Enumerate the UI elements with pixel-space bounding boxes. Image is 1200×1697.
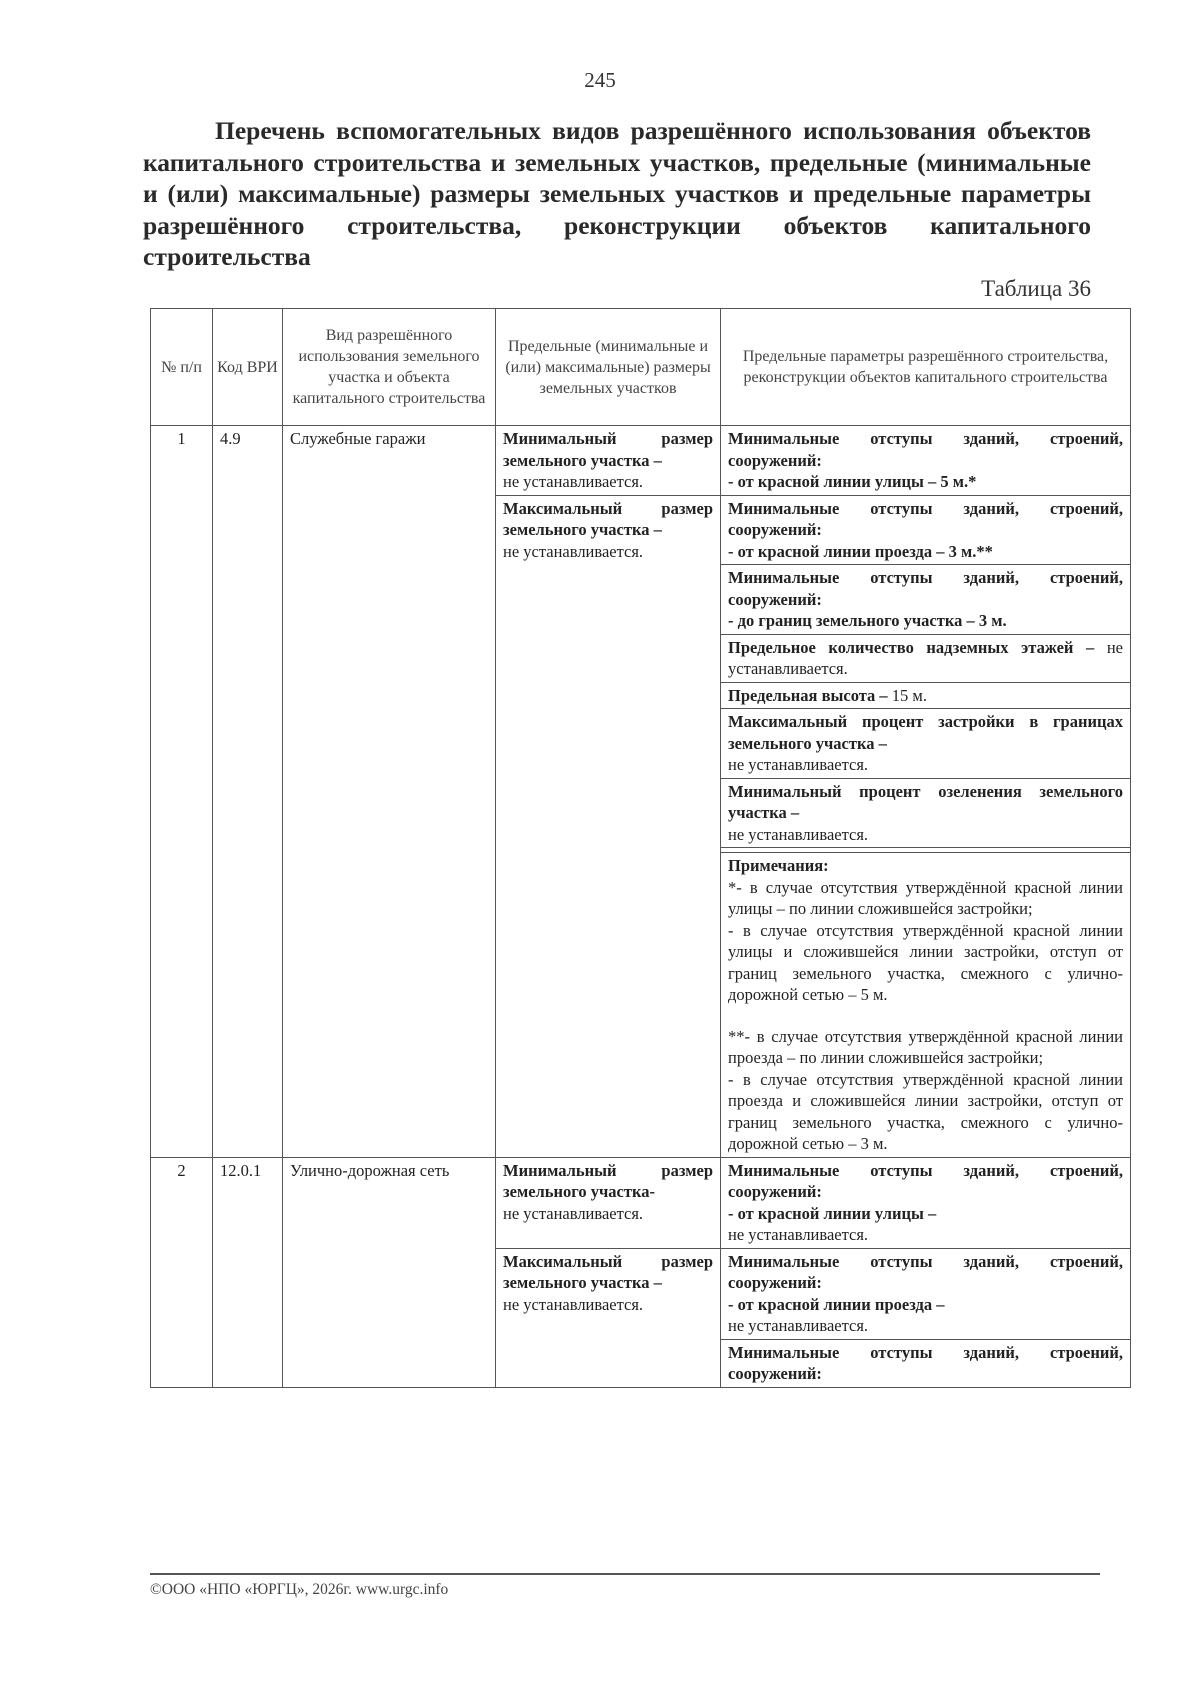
row1-param-2-value: - от красной линии проезда – 3 м.** — [728, 541, 993, 561]
table-caption: Таблица 36 — [981, 276, 1091, 301]
row1-param-3-value: - до границ земельного участка – 3 м. — [728, 611, 1007, 630]
row2-param-1-value2: не устанавливается. — [728, 1225, 869, 1244]
row2-code: 12.0.1 — [213, 1157, 283, 1387]
document-title: Перечень вспомогательных видов разрешённого использования объектов капитального строительства и земельных участков, предельные (минимальные и (или) максимальные) размеры земельных участков и предельные параметры разрешённого строительства, реконструкции объектов капитального строительства — [143, 116, 1091, 271]
row2-max-size — [496, 1248, 721, 1387]
row2-max-size-value: не устанавливается. — [503, 1294, 644, 1314]
header-type: Вид разрешённого использования земельного участка и объекта капитального строительства — [283, 309, 496, 426]
row2-param-1-label: Минимальные отступы зданий, строений, сооружений: — [728, 1160, 1123, 1201]
footer-divider — [150, 1573, 1100, 1575]
row1-param-6-value: не устанавливается. — [728, 755, 869, 774]
row1-param-6-label: Максимальный процент застройки в границах земельного участка – — [728, 712, 1123, 753]
row1-note-4: - в случае отсутствия утверждённой красной линии проезда и сложившейся линии застройки, отступ от границ земельного участка, смежного с улично-дорожной сетью – 3 м. — [728, 1069, 1123, 1153]
row1-note-3: **- в случае отсутствия утверждённой красной линии проезда – по линии сложившейся застройки; — [728, 1026, 1123, 1067]
row1-note-2: - в случае отсутствия утверждённой красной линии улицы и сложившейся линии застройки, отступ от границ земельного участка, смежного с улично-дорожной сетью – 5 м. — [728, 920, 1123, 1004]
row1-max-size-label: Максимальный размер земельного участка – — [503, 498, 713, 539]
row2-param-3-label: Минимальные отступы зданий, строений, сооружений: — [728, 1342, 1123, 1383]
row2-type: Улично-дорожная сеть — [283, 1157, 496, 1387]
row1-notes-title: Примечания: — [728, 856, 829, 875]
row1-param-5 — [721, 682, 1131, 709]
row1-param-6 — [721, 709, 1131, 779]
row1-max-size — [496, 495, 721, 1157]
row2-min-size-label: Минимальный размер земельного участка- — [503, 1160, 713, 1201]
row1-param-3-label: Минимальные отступы зданий, строений, сооружений: — [728, 568, 1123, 609]
row1-notes — [721, 853, 1131, 1158]
row2-param-1-value: - от красной линии улицы – — [728, 1203, 937, 1223]
row2-max-size-label: Максимальный размер земельного участка – — [503, 1251, 713, 1292]
row1-param-7-value: не устанавливается. — [728, 824, 869, 844]
table-row — [151, 426, 1131, 496]
row2-min-size-value: не устанавливается. — [503, 1203, 644, 1223]
row1-code: 4.9 — [213, 426, 283, 1158]
row1-param-1 — [721, 426, 1131, 496]
row1-min-size — [496, 426, 721, 496]
row2-param-2-label: Минимальные отступы зданий, строений, сооружений: — [728, 1251, 1123, 1292]
header-sizes: Предельные (минимальные и (или) максимальные) размеры земельных участков — [496, 309, 721, 426]
row1-param-3 — [721, 565, 1131, 635]
row2-param-2-value2: не устанавливается. — [728, 1316, 869, 1335]
header-params: Предельные параметры разрешённого строительства, реконструкции объектов капитального строительства — [721, 309, 1131, 426]
row2-param-3 — [721, 1339, 1131, 1387]
row1-type: Служебные гаражи — [283, 426, 496, 1158]
row1-num: 1 — [151, 426, 213, 1158]
row1-param-1-value: - от красной линии улицы – 5 м.* — [728, 472, 977, 491]
row2-param-1 — [721, 1157, 1131, 1248]
row1-param-4 — [721, 634, 1131, 682]
header-code: Код ВРИ — [213, 309, 283, 426]
row1-param-7-label: Минимальный процент озеленения земельного участка – — [728, 781, 1123, 822]
row1-param-1-label: Минимальные отступы зданий, строений, сооружений: — [728, 429, 1123, 470]
table-header-row — [151, 309, 1131, 426]
row1-param-2 — [721, 495, 1131, 565]
row1-param-4-label: Предельное количество надземных этажей – — [728, 637, 1095, 657]
header-num: № п/п — [151, 309, 213, 426]
row1-max-size-value: не устанавливается. — [503, 541, 644, 561]
row1-param-5-value: 15 м. — [891, 685, 927, 705]
row2-param-2-value: - от красной линии проезда – — [728, 1294, 945, 1314]
row1-param-5-label: Предельная высота – — [728, 685, 888, 705]
parameters-table — [150, 308, 1131, 1388]
row1-param-2-label: Минимальные отступы зданий, строений, сооружений: — [728, 498, 1123, 539]
row1-note-1: *- в случае отсутствия утверждённой красной линии улицы – по линии сложившейся застройки; — [728, 877, 1123, 918]
page-number: 245 — [584, 68, 616, 92]
row2-num: 2 — [151, 1157, 213, 1387]
row1-param-4-value: не устанавливается. — [728, 637, 1123, 678]
row2-min-size — [496, 1157, 721, 1248]
row1-min-size-label: Минимальный размер земельного участка – — [503, 429, 713, 470]
row2-param-2 — [721, 1248, 1131, 1339]
footer-copyright: ©ООО «НПО «ЮРГЦ», 2026г. www.urgc.info — [150, 1581, 449, 1598]
table-row — [151, 1157, 1131, 1248]
row1-param-7 — [721, 778, 1131, 848]
row1-min-size-value: не устанавливается. — [503, 472, 644, 491]
